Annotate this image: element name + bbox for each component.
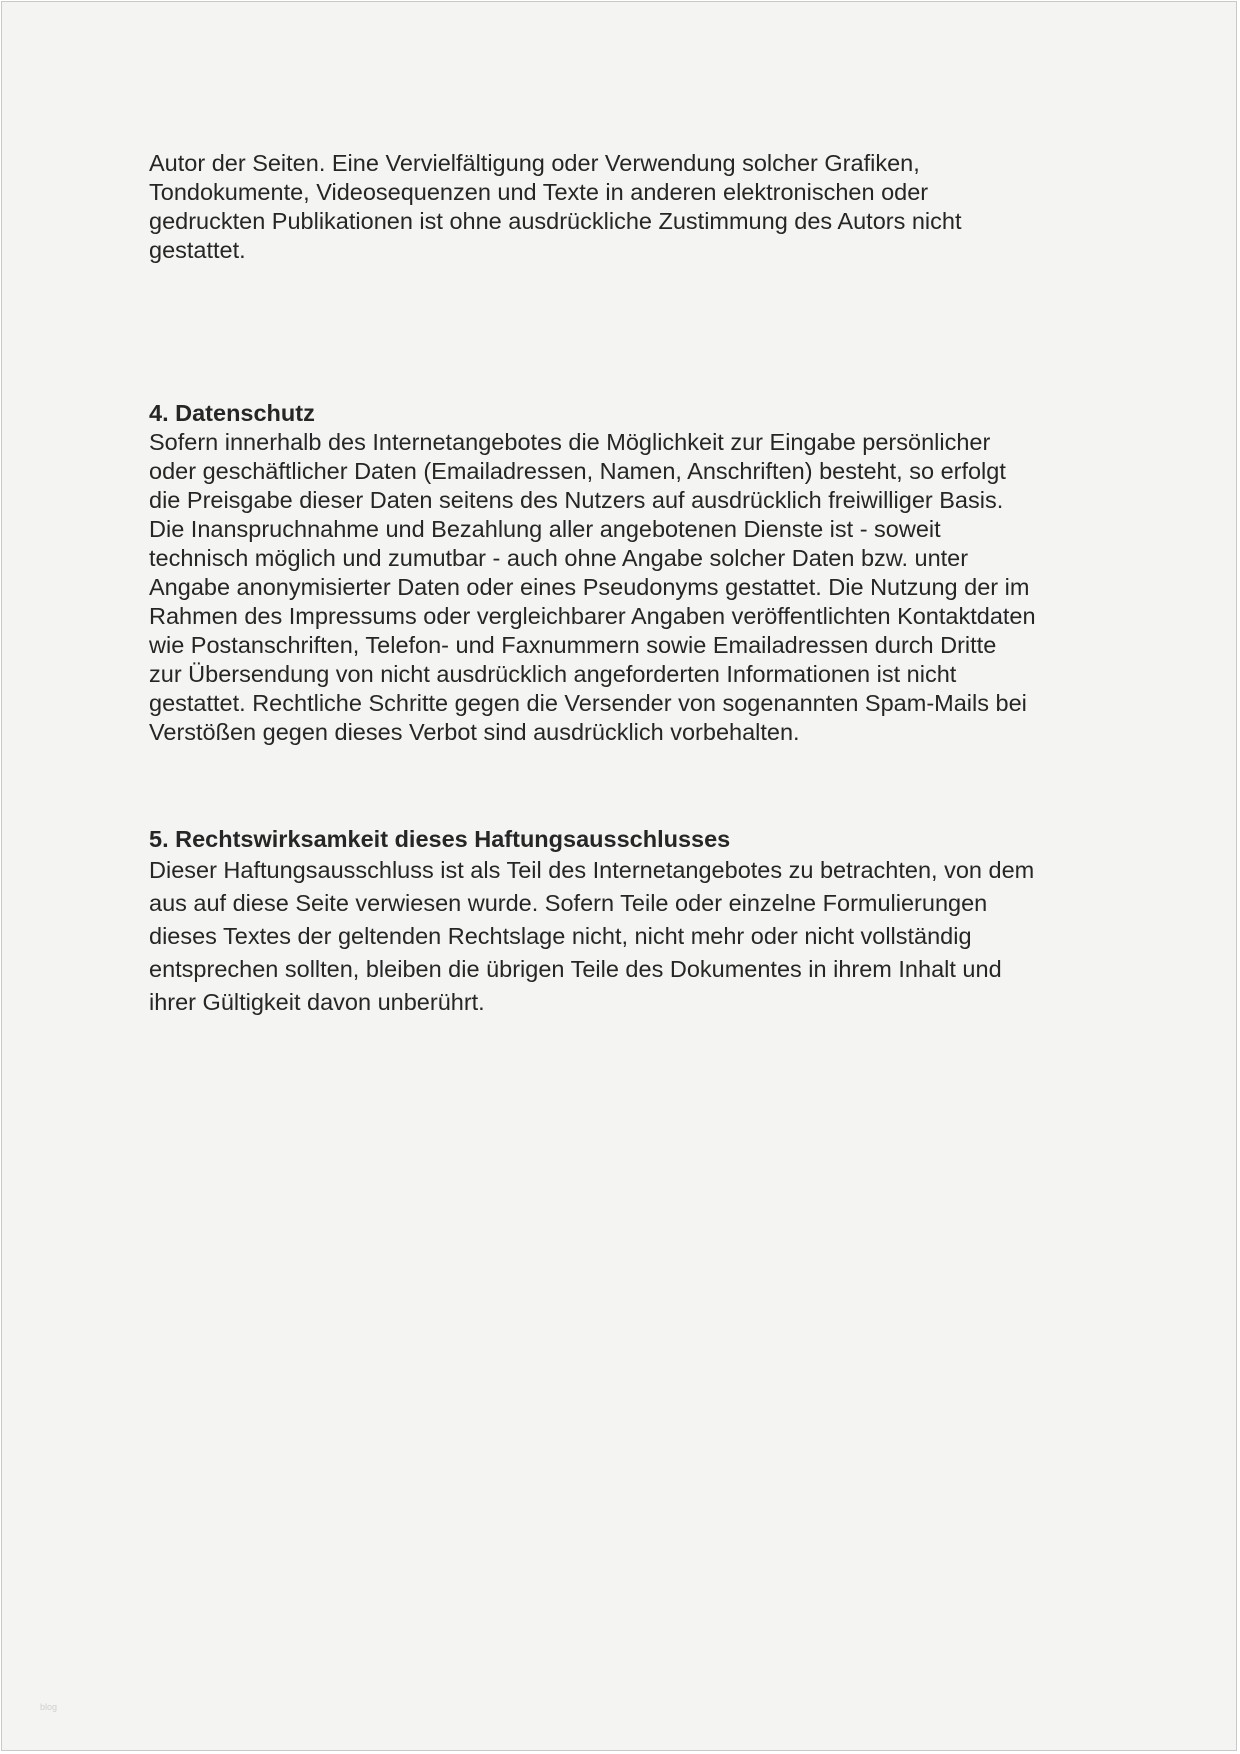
paragraph-line: wie Postanschriften, Telefon- und Faxnummern sowie Emailadressen durch Dritte xyxy=(149,632,997,658)
paragraph-line: oder geschäftlicher Daten (Emailadressen, Namen, Anschriften) besteht, so erfolgt xyxy=(149,458,1006,484)
intro-line: Tondokumente, Videosequenzen und Texte in anderen elektronischen oder xyxy=(149,179,929,205)
section-paragraph xyxy=(149,854,1109,1019)
intro-block xyxy=(149,149,1109,265)
paragraph-line: Sofern innerhalb des Internetangebotes die Möglichkeit zur Eingabe persönlicher xyxy=(149,429,991,455)
section-heading: 4. Datenschutz xyxy=(149,400,315,426)
paragraph-line: ihrer Gültigkeit davon unberührt. xyxy=(149,989,485,1015)
paragraph-line: Dieser Haftungsausschluss ist als Teil des Internetangebotes zu betrachten, von dem xyxy=(149,857,1035,883)
paragraph-line: aus auf diese Seite verwiesen wurde. Sofern Teile oder einzelne Formulierungen xyxy=(149,890,988,916)
paragraph-line: Angabe anonymisierter Daten oder eines Pseudonyms gestattet. Die Nutzung der im xyxy=(149,574,1030,600)
section-datenschutz xyxy=(149,399,1109,747)
document-page xyxy=(1,1,1237,1751)
section-rechtswirksamkeit xyxy=(149,825,1109,1019)
paragraph-line: Rahmen des Impressums oder vergleichbarer Angaben veröffentlichten Kontaktdaten xyxy=(149,603,1036,629)
paragraph-line: technisch möglich und zumutbar - auch ohne Angabe solcher Daten bzw. unter xyxy=(149,545,969,571)
intro-line: gestattet. xyxy=(149,237,246,263)
paragraph-line: Die Inanspruchnahme und Bezahlung aller angebotenen Dienste ist - soweit xyxy=(149,516,941,542)
section-paragraph xyxy=(149,428,1109,747)
intro-paragraph xyxy=(149,149,1109,265)
intro-line: gedruckten Publikationen ist ohne ausdrückliche Zustimmung des Autors nicht xyxy=(149,208,962,234)
paragraph-line: die Preisgabe dieser Daten seitens des Nutzers auf ausdrücklich freiwilliger Basis. xyxy=(149,487,1004,513)
intro-line: Autor der Seiten. Eine Vervielfältigung oder Verwendung solcher Grafiken, xyxy=(149,150,920,176)
paragraph-line: zur Übersendung von nicht ausdrücklich angeforderten Informationen ist nicht xyxy=(149,661,957,687)
paragraph-line: Verstößen gegen dieses Verbot sind ausdrücklich vorbehalten. xyxy=(149,719,800,745)
paragraph-line: entsprechen sollten, bleiben die übrigen Teile des Dokumentes in ihrem Inhalt und xyxy=(149,956,1002,982)
section-heading: 5. Rechtswirksamkeit dieses Haftungsausschlusses xyxy=(149,826,731,852)
watermark-text: blog xyxy=(40,1702,58,1712)
paragraph-line: dieses Textes der geltenden Rechtslage nicht, nicht mehr oder nicht vollständig xyxy=(149,923,972,949)
paragraph-line: gestattet. Rechtliche Schritte gegen die Versender von sogenannten Spam-Mails bei xyxy=(149,690,1027,716)
